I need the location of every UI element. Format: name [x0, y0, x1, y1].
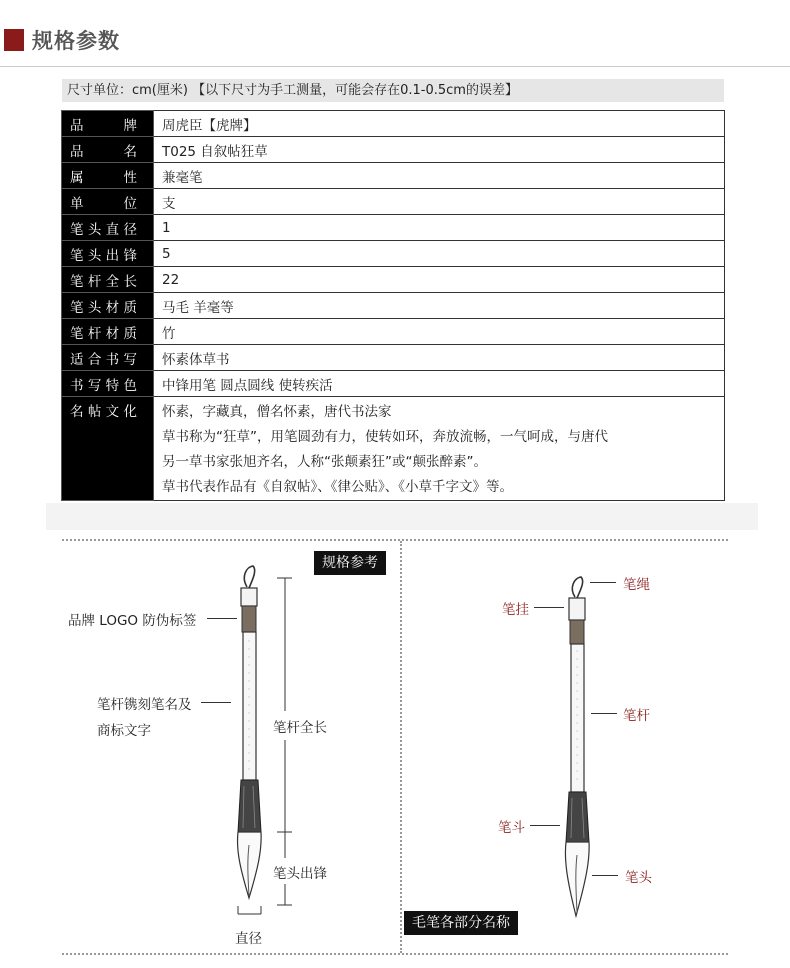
spec-key: 适合书写: [62, 345, 154, 371]
spec-value: 怀素体草书: [154, 345, 725, 371]
spec-value: 周虎臣【虎牌】: [154, 111, 725, 137]
section-spacer: [46, 503, 758, 530]
label-brush-head: 笔头: [625, 870, 652, 886]
spec-value: T025 自叙帖狂草: [154, 137, 725, 163]
spec-value: 中锋用笔 圆点圆线 使转疾活: [154, 371, 725, 397]
label-engrave-2: 商标文字: [97, 723, 151, 739]
spec-key: 笔杆材质: [62, 319, 154, 345]
spec-key: 品牌: [62, 111, 154, 137]
label-brush-ferrule: 笔斗: [498, 820, 525, 836]
spec-row: [62, 111, 725, 137]
page-title: 规格参数: [32, 29, 120, 53]
culture-line: 怀素，字藏真，僧名怀素，唐代书法家: [162, 404, 392, 420]
leader-line: [207, 618, 237, 619]
brush-left: [237, 566, 261, 898]
brush-right: [565, 577, 589, 916]
spec-key: 品名: [62, 137, 154, 163]
culture-text: [154, 397, 725, 501]
dotted-divider-top: [62, 539, 728, 541]
spec-row: [62, 319, 725, 345]
leader-line: [534, 607, 564, 608]
culture-line: 草书称为“狂草”，用笔圆劲有力，使转如环，奔放流畅，一气呵成，与唐代: [162, 429, 608, 445]
label-tip-length: 笔头出锋: [273, 862, 327, 882]
label-brush-rope: 笔绳: [623, 577, 650, 593]
spec-table: [61, 110, 725, 501]
header-divider: [0, 66, 790, 67]
dotted-divider-bottom: [62, 953, 728, 955]
spec-row: [62, 345, 725, 371]
spec-key: 笔头材质: [62, 293, 154, 319]
spec-value: 支: [154, 189, 725, 215]
culture-row: [62, 397, 725, 501]
spec-row: [62, 137, 725, 163]
spec-value: 兼毫笔: [154, 163, 725, 189]
spec-key: 笔头出锋: [62, 241, 154, 267]
leader-line: [530, 825, 560, 826]
spec-value: 马毛 羊毫等: [154, 293, 725, 319]
spec-row: [62, 241, 725, 267]
label-brush-hook: 笔挂: [502, 602, 529, 618]
section-header: [0, 24, 790, 68]
spec-key: 笔杆全长: [62, 267, 154, 293]
parts-name-tag: 毛笔各部分名称: [404, 911, 518, 935]
spec-row: [62, 189, 725, 215]
label-shaft-length: 笔杆全长: [273, 716, 327, 736]
dotted-divider-middle: [400, 541, 402, 953]
spec-key: 笔头直径: [62, 215, 154, 241]
spec-key: 单位: [62, 189, 154, 215]
section-marker: [4, 29, 24, 51]
spec-reference-tag: 规格参考: [314, 551, 386, 575]
spec-row: [62, 293, 725, 319]
leader-line: [590, 582, 616, 583]
spec-key: 属性: [62, 163, 154, 189]
spec-value: 1: [154, 215, 725, 241]
label-brand-logo: 品牌 LOGO 防伪标签: [68, 613, 197, 629]
label-engrave-1: 笔杆镌刻笔名及: [97, 697, 192, 713]
culture-line: 草书代表作品有《自叙帖》、《律公贴》、《小草千字文》等。: [162, 479, 513, 495]
label-brush-shaft: 笔杆: [623, 708, 650, 724]
culture-line: 另一草书家张旭齐名，人称“张颠素狂”或“颠张醉素”。: [162, 454, 487, 470]
spec-row: [62, 371, 725, 397]
spec-value: 竹: [154, 319, 725, 345]
leader-line: [201, 702, 231, 703]
spec-row: [62, 267, 725, 293]
spec-value: 22: [154, 267, 725, 293]
spec-row: [62, 163, 725, 189]
leader-line: [592, 875, 618, 876]
spec-key: 书写特色: [62, 371, 154, 397]
unit-note: 尺寸单位：cm(厘米) 【以下尺寸为手工测量，可能会存在0.1-0.5cm的误差】: [62, 79, 724, 102]
spec-value: 5: [154, 241, 725, 267]
spec-row: [62, 215, 725, 241]
label-diameter: 直径: [235, 931, 262, 947]
spec-key: 名帖文化: [62, 397, 154, 501]
leader-line: [591, 713, 617, 714]
